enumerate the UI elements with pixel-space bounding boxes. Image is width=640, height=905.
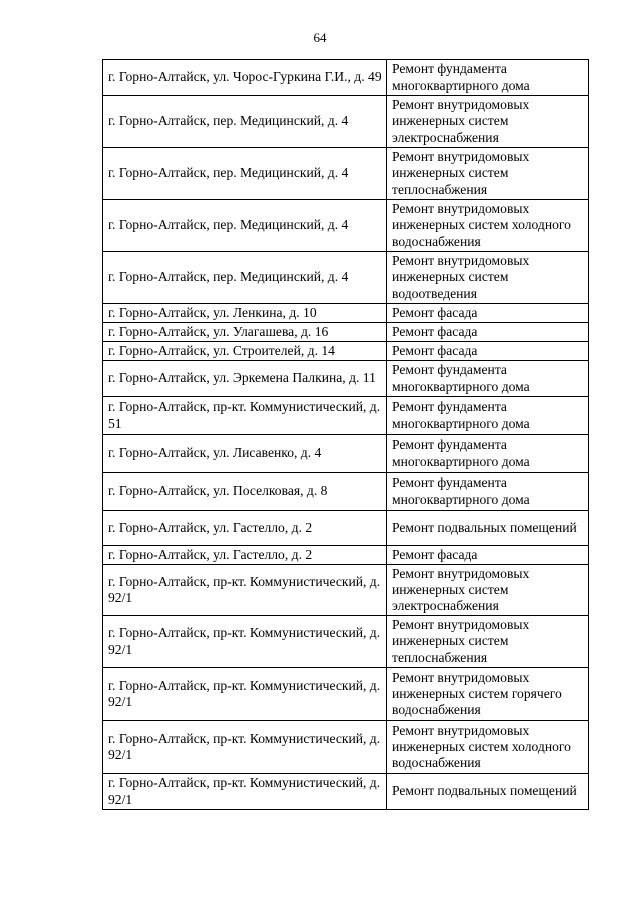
work-cell: Ремонт фундамента многоквартирного дома — [387, 60, 589, 96]
work-cell: Ремонт внутридомовых инженерных систем холодного водоснабжения — [387, 200, 589, 252]
address-cell: г. Горно-Алтайск, ул. Гастелло, д. 2 — [103, 511, 387, 546]
table-row — [103, 546, 589, 565]
address-cell: г. Горно-Алтайск, ул. Строителей, д. 14 — [103, 342, 387, 361]
work-cell: Ремонт внутридомовых инженерных систем электроснабжения — [387, 565, 589, 616]
table-row — [103, 435, 589, 473]
table-row — [103, 565, 589, 616]
address-cell: г. Горно-Алтайск, пер. Медицинский, д. 4 — [103, 200, 387, 252]
work-cell: Ремонт фасада — [387, 342, 589, 361]
table-row — [103, 473, 589, 511]
address-cell: г. Горно-Алтайск, пр-кт. Коммунистический, д. 92/1 — [103, 616, 387, 668]
table-row — [103, 252, 589, 304]
work-cell: Ремонт фасада — [387, 304, 589, 323]
table-row — [103, 361, 589, 397]
page-number: 64 — [313, 30, 327, 45]
work-cell: Ремонт фасада — [387, 546, 589, 565]
address-cell: г. Горно-Алтайск, пр-кт. Коммунистический, д. 51 — [103, 397, 387, 435]
repair-works-table — [102, 59, 589, 810]
table-row — [103, 304, 589, 323]
address-cell: г. Горно-Алтайск, пер. Медицинский, д. 4 — [103, 148, 387, 200]
address-cell: г. Горно-Алтайск, ул. Лисавенко, д. 4 — [103, 435, 387, 473]
table-row — [103, 616, 589, 668]
address-cell: г. Горно-Алтайск, пр-кт. Коммунистический, д. 92/1 — [103, 774, 387, 810]
work-cell: Ремонт фундамента многоквартирного дома — [387, 473, 589, 511]
work-cell: Ремонт фундамента многоквартирного дома — [387, 435, 589, 473]
table-row — [103, 96, 589, 148]
table-row — [103, 774, 589, 810]
address-cell: г. Горно-Алтайск, ул. Улагашева, д. 16 — [103, 323, 387, 342]
address-cell: г. Горно-Алтайск, ул. Чорос-Гуркина Г.И., д. 49 — [103, 60, 387, 96]
work-cell: Ремонт подвальных помещений — [387, 774, 589, 810]
address-cell: г. Горно-Алтайск, ул. Поселковая, д. 8 — [103, 473, 387, 511]
table-row — [103, 200, 589, 252]
work-cell: Ремонт внутридомовых инженерных систем холодного водоснабжения — [387, 721, 589, 774]
table-row — [103, 668, 589, 721]
address-cell: г. Горно-Алтайск, ул. Гастелло, д. 2 — [103, 546, 387, 565]
address-cell: г. Горно-Алтайск, пр-кт. Коммунистический, д. 92/1 — [103, 668, 387, 721]
work-cell: Ремонт внутридомовых инженерных систем теплоснабжения — [387, 148, 589, 200]
table-row — [103, 342, 589, 361]
work-cell: Ремонт внутридомовых инженерных систем теплоснабжения — [387, 616, 589, 668]
work-cell: Ремонт внутридомовых инженерных систем горячего водоснабжения — [387, 668, 589, 721]
table-row — [103, 148, 589, 200]
work-cell: Ремонт фасада — [387, 323, 589, 342]
address-cell: г. Горно-Алтайск, пр-кт. Коммунистический, д. 92/1 — [103, 721, 387, 774]
table-row — [103, 721, 589, 774]
address-cell: г. Горно-Алтайск, ул. Эркемена Палкина, д. 11 — [103, 361, 387, 397]
table-row — [103, 60, 589, 96]
address-cell: г. Горно-Алтайск, пр-кт. Коммунистический, д. 92/1 — [103, 565, 387, 616]
table-row — [103, 511, 589, 546]
table-body — [103, 60, 589, 810]
work-cell: Ремонт подвальных помещений — [387, 511, 589, 546]
table-row — [103, 397, 589, 435]
address-cell: г. Горно-Алтайск, пер. Медицинский, д. 4 — [103, 252, 387, 304]
work-cell: Ремонт фундамента многоквартирного дома — [387, 361, 589, 397]
work-cell: Ремонт фундамента многоквартирного дома — [387, 397, 589, 435]
work-cell: Ремонт внутридомовых инженерных систем электроснабжения — [387, 96, 589, 148]
work-cell: Ремонт внутридомовых инженерных систем водоотведения — [387, 252, 589, 304]
address-cell: г. Горно-Алтайск, пер. Медицинский, д. 4 — [103, 96, 387, 148]
table-row — [103, 323, 589, 342]
address-cell: г. Горно-Алтайск, ул. Ленкина, д. 10 — [103, 304, 387, 323]
